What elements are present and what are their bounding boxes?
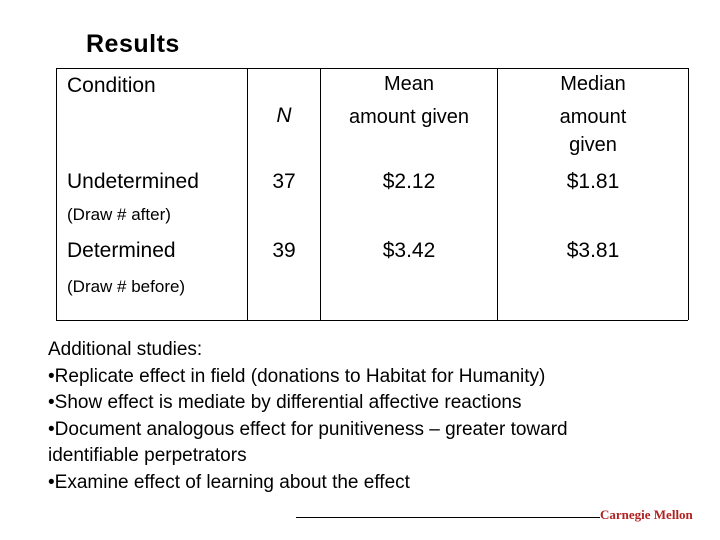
notes-heading: Additional studies: xyxy=(48,339,203,360)
header-n: N xyxy=(276,104,292,127)
list-item: •Examine effect of learning about the effect xyxy=(48,471,410,493)
list-item: •Replicate effect in field (donations to Habitat for Humanity) xyxy=(48,365,546,387)
header-median-line2: amount xyxy=(559,106,627,128)
slide-title: Results xyxy=(86,30,180,58)
additional-studies xyxy=(48,337,708,496)
header-median-line3: given xyxy=(569,134,617,156)
table-left-border xyxy=(56,68,57,320)
row-mean: $2.12 xyxy=(382,170,436,193)
row-note: (Draw # after) xyxy=(67,205,171,224)
table-top-border xyxy=(56,68,688,69)
header-median-line1: Median xyxy=(560,73,626,95)
row-n: 37 xyxy=(272,170,296,193)
row-mean: $3.42 xyxy=(382,239,436,262)
list-item: •Document analogous effect for punitiveness – greater toward xyxy=(48,418,568,440)
header-mean-line2: amount given xyxy=(348,106,470,128)
footer-divider xyxy=(296,517,600,518)
header-mean-line1: Mean xyxy=(383,73,435,95)
row-condition: Determined xyxy=(67,239,176,262)
table-bottom-border xyxy=(56,320,688,321)
row-median: $1.81 xyxy=(566,170,620,193)
list-item: identifiable perpetrators xyxy=(48,445,247,466)
table-right-border xyxy=(688,68,689,320)
carnegie-mellon-logo: Carnegie Mellon xyxy=(600,507,693,522)
list-item: •Show effect is mediate by differential affective reactions xyxy=(48,392,522,413)
row-condition: Undetermined xyxy=(67,170,199,193)
header-condition: Condition xyxy=(67,74,156,97)
row-n: 39 xyxy=(272,239,296,262)
row-note: (Draw # before) xyxy=(67,277,186,296)
row-median: $3.81 xyxy=(566,239,620,262)
